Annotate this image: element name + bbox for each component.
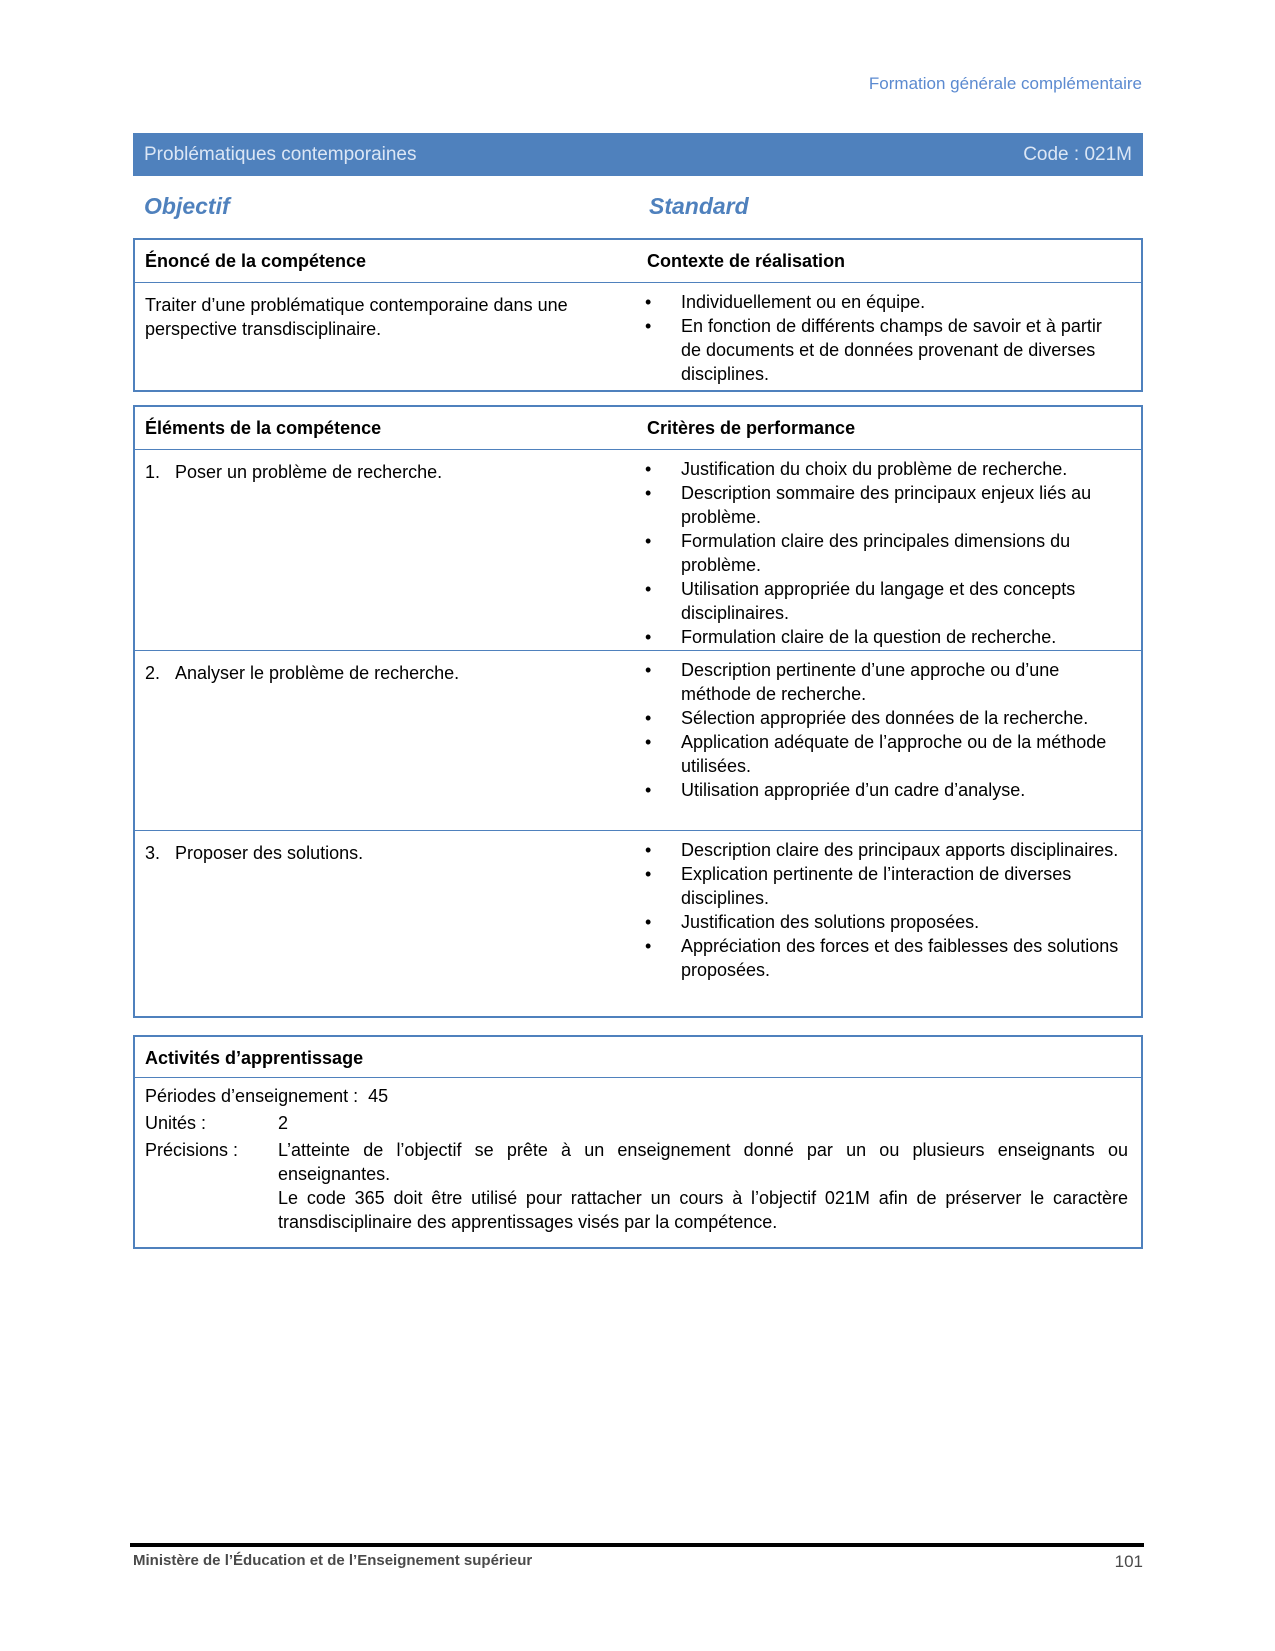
criterion-item: • Appréciation des forces et des faiblesses des solutions proposées. <box>645 934 1125 982</box>
element-number: 2. <box>145 663 161 683</box>
element-label: Analyser le problème de recherche. <box>175 663 460 683</box>
context-item: • En fonction de différents champs de savoir et à partir de documents et de données provenant de diverses disciplines. <box>645 314 1125 386</box>
elements-heading: Éléments de la compétence <box>145 418 382 438</box>
criterion-item: • Formulation claire des principales dimensions du problème. <box>645 529 1125 577</box>
element-label: Poser un problème de recherche. <box>175 462 443 482</box>
objectif-label: Objectif <box>144 193 230 219</box>
criterion-item: • Utilisation appropriée du langage et des concepts disciplinaires. <box>645 577 1125 625</box>
element-number: 3. <box>145 843 161 863</box>
activities-title: Activités d’apprentissage <box>145 1048 364 1068</box>
contexte-heading: Contexte de réalisation <box>647 251 846 271</box>
criterion-item: • Utilisation appropriée d’un cadre d’analyse. <box>645 778 1125 802</box>
criteria-list <box>645 658 1125 802</box>
element-text <box>145 841 605 865</box>
element-number: 1. <box>145 462 161 482</box>
course-title-bar <box>133 133 1143 176</box>
criterion-item: • Description claire des principaux apports disciplinaires. <box>645 838 1125 862</box>
element-row <box>135 830 1141 1010</box>
competence-table <box>133 238 1143 392</box>
criteria-list <box>645 457 1125 649</box>
criterion-item: • Sélection appropriée des données de la recherche. <box>645 706 1125 730</box>
standard-label: Standard <box>649 193 749 219</box>
element-row <box>135 450 1141 650</box>
course-code: Code : 021M <box>1023 143 1132 165</box>
competence-row <box>135 283 1141 391</box>
precisions-label: Précisions : <box>145 1140 239 1160</box>
element-label: Proposer des solutions. <box>175 843 364 863</box>
activities-header <box>135 1037 1141 1078</box>
unites-label: Unités : <box>145 1113 207 1133</box>
context-list <box>645 290 1125 386</box>
competence-statement: Traiter d’une problématique contemporaine dans une perspective transdisciplinaire. <box>145 295 568 339</box>
element-text <box>145 460 605 484</box>
criterion-item: • Explication pertinente de l’interaction de diverses disciplines. <box>645 862 1125 910</box>
competence-table-header <box>135 240 1141 283</box>
page-number: 101 <box>1114 1552 1143 1571</box>
element-row <box>135 650 1141 830</box>
periodes-row <box>145 1084 388 1108</box>
enonce-heading: Énoncé de la compétence <box>145 251 367 271</box>
criterion-item: • Description sommaire des principaux enjeux liés au problème. <box>645 481 1125 529</box>
precisions-paragraph: L’atteinte de l’objectif se prête à un enseignement donné par un ou plusieurs enseignants ou enseignantes. <box>278 1140 1128 1184</box>
periodes-label: Périodes d’enseignement : <box>145 1086 359 1106</box>
elements-table <box>133 405 1143 1018</box>
unites-row <box>145 1111 288 1135</box>
criteria-list <box>645 838 1125 982</box>
elements-table-header <box>135 407 1141 450</box>
document-header-subtitle: Formation générale complémentaire <box>868 74 1142 93</box>
footer-rule <box>130 1543 1144 1547</box>
unites-value: 2 <box>278 1113 289 1133</box>
criterion-item: • Formulation claire de la question de recherche. <box>645 625 1125 649</box>
criteres-heading: Critères de performance <box>647 418 856 438</box>
element-text <box>145 661 605 685</box>
criterion-item: • Justification des solutions proposées. <box>645 910 1125 934</box>
precisions-text <box>278 1138 1128 1234</box>
activities-box <box>133 1035 1143 1249</box>
precisions-paragraph: Le code 365 doit être utilisé pour rattacher un cours à l’objectif 021M afin de préserver le caractère transdisciplinaire des apprentissages visés par la compétence. <box>278 1188 1128 1232</box>
criterion-item: • Description pertinente d’une approche ou d’une méthode de recherche. <box>645 658 1125 706</box>
page-footer <box>133 1552 1143 1569</box>
footer-ministry: Ministère de l’Éducation et de l’Enseignement supérieur <box>133 1552 533 1569</box>
course-title: Problématiques contemporaines <box>144 143 417 165</box>
precisions-row <box>145 1138 278 1162</box>
context-item: • Individuellement ou en équipe. <box>645 290 1125 314</box>
periodes-value: 45 <box>368 1086 389 1106</box>
criterion-item: • Justification du choix du problème de recherche. <box>645 457 1125 481</box>
criterion-item: • Application adéquate de l’approche ou de la méthode utilisées. <box>645 730 1125 778</box>
